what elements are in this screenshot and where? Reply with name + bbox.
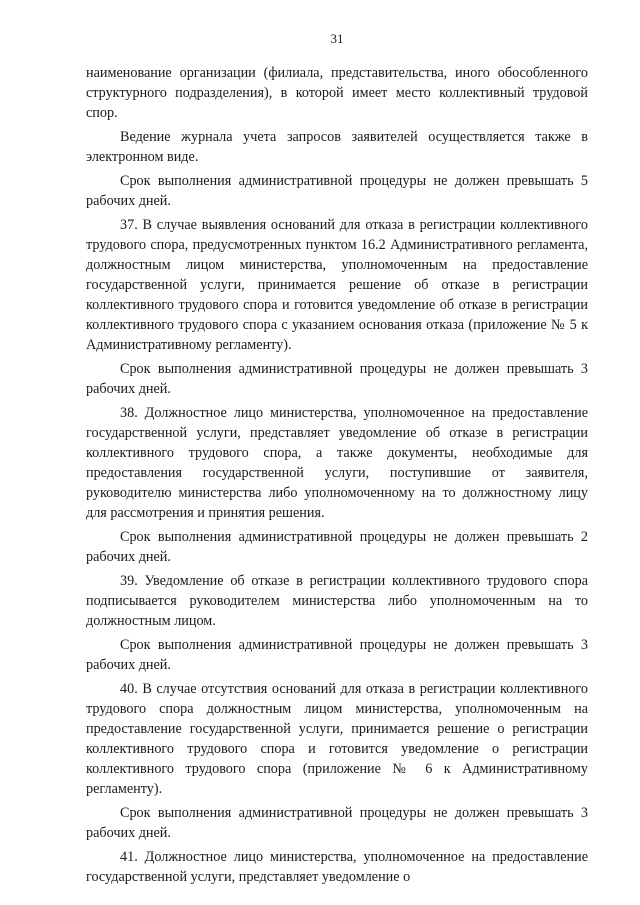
paragraph-item-40: 40. В случае отсутствия оснований для отказа в регистрации коллективного трудового спора должностным лицом министерства, уполномоченным на предоставление государственной услуги, принимается решение о регистрации коллективного трудового спора и готовится уведомление о регистрации коллективного трудового спора (приложение № 6 к Административному регламенту). — [86, 681, 588, 797]
paragraph-deadline-5-days: Срок выполнения административной процедуры не должен превышать 5 рабочих дней. — [86, 173, 588, 209]
paragraph-deadline-3-days: Срок выполнения административной процедуры не должен превышать 3 рабочих дней. — [86, 805, 588, 841]
paragraph-continuation: наименование организации (филиала, представительства, иного обособленного структурного подразделения), в которой имеет место коллективный трудовой спор. — [86, 65, 588, 121]
paragraph-deadline-2-days: Срок выполнения административной процедуры не должен превышать 2 рабочих дней. — [86, 529, 588, 565]
paragraph-item-39: 39. Уведомление об отказе в регистрации коллективного трудового спора подписывается руководителем министерства либо уполномоченным на то должностным лицом. — [86, 573, 588, 629]
page-number: 31 — [330, 31, 344, 46]
paragraph-item-38: 38. Должностное лицо министерства, уполномоченное на предоставление государственной услуги, представляет уведомление об отказе в регистрации коллективного трудового спора, а также документы, необходимые для предоставления государственной услуги, поступившие от заявителя, руководителю министерства либо уполномоченному на то должностному лицу для рассмотрения и принятия решения. — [86, 405, 588, 521]
paragraph-item-37: 37. В случае выявления оснований для отказа в регистрации коллективного трудового спора, предусмотренных пунктом 16.2 Административного регламента, должностным лицом министерства, уполномоченным на предоставление государственной услуги, принимается решение об отказе в регистрации коллективного трудового спора и готовится уведомление об отказе в регистрации коллективного трудового спора с указанием основания отказа (приложение № 5 к Административному регламенту). — [86, 217, 588, 353]
paragraph-deadline-3-days: Срок выполнения административной процедуры не должен превышать 3 рабочих дней. — [86, 361, 588, 397]
paragraph-deadline-3-days: Срок выполнения административной процедуры не должен превышать 3 рабочих дней. — [86, 637, 588, 673]
paragraph-item-41: 41. Должностное лицо министерства, уполномоченное на предоставление государственной услуги, представляет уведомление о — [86, 849, 588, 885]
paragraph-electronic-journal: Ведение журнала учета запросов заявителей осуществляется также в электронном виде. — [86, 129, 588, 165]
